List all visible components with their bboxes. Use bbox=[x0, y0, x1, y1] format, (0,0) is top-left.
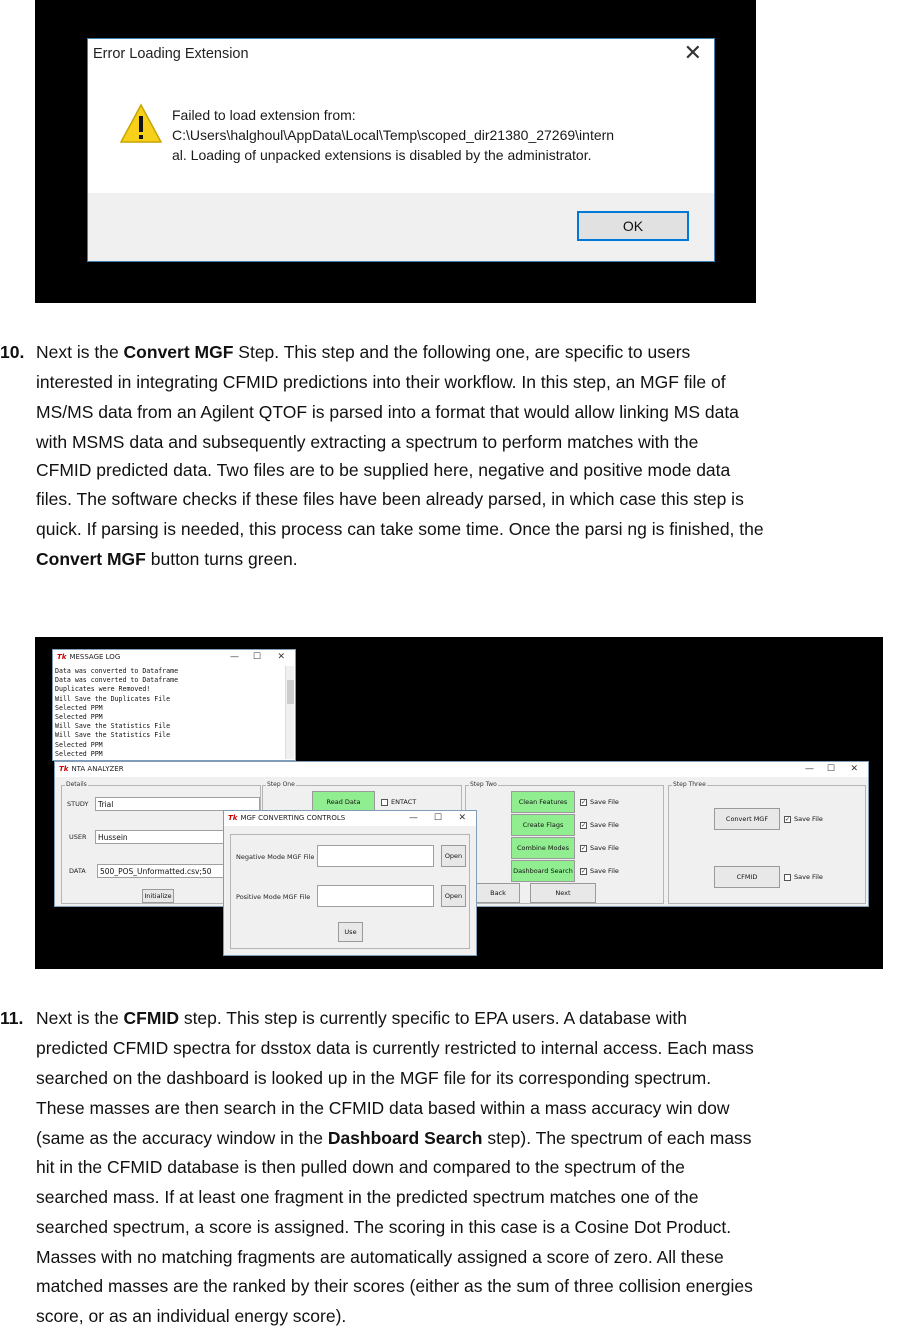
checkbox-box: ✓ bbox=[581, 867, 587, 875]
window-title: NTA ANALYZER bbox=[71, 765, 124, 773]
checkbox-box: ✓ bbox=[581, 798, 587, 806]
minimize-icon[interactable]: — bbox=[805, 764, 814, 774]
group-label: Step Two bbox=[470, 781, 497, 788]
mgf-controls-group bbox=[230, 834, 470, 949]
text-line: Convert MGF button turns green. bbox=[36, 549, 298, 569]
convert-mgf-button[interactable]: Convert MGF bbox=[714, 808, 780, 830]
text-line: Next is the Convert MGF Step. This step and the following one, are specific to users bbox=[36, 342, 691, 362]
list-number: 10. bbox=[0, 342, 25, 362]
paragraph-11 bbox=[0, 1003, 898, 1330]
window-title: MGF CONVERTING CONTROLS bbox=[240, 814, 346, 822]
text-line: MS/MS data from an Agilent QTOF is parsed into a format that would allow linking MS data bbox=[36, 402, 739, 422]
save-file-checkbox[interactable]: ✓ Save File bbox=[581, 798, 619, 806]
error-dialog bbox=[87, 38, 715, 262]
data-input[interactable]: 500_POS_Unformatted.csv;50 bbox=[97, 864, 260, 878]
text-line: predicted CFMID spectra for dsstox data is currently restricted to internal access. Each mass bbox=[36, 1038, 754, 1058]
text-line: score, or as an individual energy score). bbox=[36, 1306, 347, 1326]
minimize-icon[interactable]: — bbox=[409, 813, 418, 823]
minimize-icon[interactable]: — bbox=[230, 652, 239, 662]
study-label: STUDY bbox=[67, 800, 89, 808]
dialog-message-line: C:\Users\halghoul\AppData\Local\Temp\scoped_dir21380_27269\intern bbox=[172, 127, 615, 143]
dialog-message-line: al. Loading of unpacked extensions is disabled by the administrator. bbox=[172, 147, 592, 163]
text-line: searched spectrum, a score is assigned. The scoring in this case is a Cosine Dot Product. bbox=[36, 1217, 732, 1237]
close-icon[interactable]: ✕ bbox=[683, 40, 702, 65]
close-icon[interactable]: ✕ bbox=[458, 813, 466, 823]
dashboard-search-button[interactable]: Dashboard Search bbox=[511, 860, 575, 882]
user-input[interactable]: Hussein bbox=[95, 830, 260, 844]
text-line: CFMID predicted data. Two files are to be supplied here, negative and positive mode data bbox=[36, 460, 731, 480]
save-file-checkbox[interactable]: ✓ Save File bbox=[581, 844, 619, 852]
scrollbar-thumb[interactable] bbox=[287, 680, 294, 704]
read-data-button[interactable]: Read Data bbox=[312, 791, 375, 813]
entact-checkbox[interactable]: ENTACT bbox=[381, 798, 416, 806]
maximize-icon[interactable]: ☐ bbox=[826, 764, 835, 774]
cfmid-button[interactable]: CFMID bbox=[714, 866, 780, 888]
clean-features-button[interactable]: Clean Features bbox=[511, 791, 575, 813]
data-label: DATA bbox=[69, 867, 86, 875]
group-label: Details bbox=[66, 781, 87, 788]
checkbox-box: ✓ bbox=[581, 844, 587, 852]
text-line: with MSMS data and subsequently extracting a spectrum to perform matches with the bbox=[36, 432, 699, 452]
close-icon[interactable]: ✕ bbox=[850, 764, 858, 774]
create-flags-button[interactable]: Create Flags bbox=[511, 814, 575, 836]
checkbox-box bbox=[784, 874, 791, 881]
maximize-icon[interactable]: ☐ bbox=[433, 813, 442, 823]
checkbox-box bbox=[381, 799, 388, 806]
text-line: Next is the CFMID step. This step is currently specific to EPA users. A database with bbox=[36, 1008, 688, 1028]
checkbox-box: ✓ bbox=[785, 815, 791, 823]
save-file-checkbox[interactable]: ✓ Save File bbox=[785, 815, 823, 823]
use-button[interactable]: Use bbox=[338, 922, 363, 942]
dialog-title: Error Loading Extension bbox=[93, 46, 249, 62]
log-scrollbar[interactable] bbox=[285, 666, 294, 759]
tk-icon: Tk bbox=[59, 765, 69, 773]
checkbox-box: ✓ bbox=[581, 821, 587, 829]
nta-analyzer-screenshot bbox=[35, 637, 883, 969]
group-label: Step Three bbox=[673, 781, 706, 788]
study-input[interactable]: Trial bbox=[95, 797, 260, 811]
text-line: hit in the CFMID database is then pulled down and compared to the spectrum of the bbox=[36, 1157, 685, 1177]
maximize-icon[interactable]: ☐ bbox=[252, 652, 261, 662]
text-line: searched mass. If at least one fragment in the predicted spectrum matches one of the bbox=[36, 1187, 699, 1207]
tk-icon: Tk bbox=[228, 814, 238, 822]
text-line: interested in integrating CFMID predictions into their workflow. In this step, an MGF file of bbox=[36, 372, 726, 392]
open-negative-button[interactable]: Open bbox=[441, 845, 466, 867]
negative-mode-label: Negative Mode MGF File bbox=[236, 853, 315, 861]
dialog-message bbox=[172, 105, 692, 165]
combine-modes-button[interactable]: Combine Modes bbox=[511, 837, 575, 859]
step-three-group bbox=[668, 781, 866, 904]
save-file-checkbox[interactable]: ✓ Save File bbox=[581, 867, 619, 875]
negative-mode-input[interactable] bbox=[317, 845, 434, 867]
text-line: files. The software checks if these files have been already parsed, in which case this step is bbox=[36, 489, 744, 509]
save-file-checkbox[interactable]: ✓ Save File bbox=[581, 821, 619, 829]
log-text-area[interactable]: Data was converted to Dataframe Data was converted to Dataframe Duplicates were Removed! Will Save the Duplicates File Selected PPM Selected PPM Will Save the Statistics File Will Save the Statistics File Selected PPM Selected PPM bbox=[55, 667, 179, 758]
close-icon[interactable]: ✕ bbox=[277, 652, 285, 662]
group-label: Step One bbox=[267, 781, 295, 788]
user-label: USER bbox=[69, 833, 87, 841]
text-line: matched masses are the ranked by their scores (either as the sum of three collision energies bbox=[36, 1276, 753, 1296]
ok-button[interactable]: OK bbox=[577, 211, 689, 241]
tk-icon: Tk bbox=[57, 653, 67, 661]
text-line: (same as the accuracy window in the Dashboard Search step). The spectrum of each mass bbox=[36, 1128, 752, 1148]
error-dialog-screenshot bbox=[35, 0, 756, 303]
window-title: MESSAGE LOG bbox=[69, 653, 121, 661]
back-button[interactable]: Back bbox=[476, 883, 520, 903]
list-number: 11. bbox=[0, 1008, 24, 1028]
open-positive-button[interactable]: Open bbox=[441, 885, 466, 907]
text-line: These masses are then search in the CFMID data based within a mass accuracy win dow bbox=[36, 1098, 730, 1118]
paragraph-10 bbox=[0, 337, 898, 587]
text-line: quick. If parsing is needed, this process can take some time. Once the parsi ng is finished, the bbox=[36, 519, 764, 539]
initialize-button[interactable]: Initialize bbox=[142, 889, 174, 903]
message-log-window bbox=[52, 649, 296, 761]
step-two-group bbox=[465, 781, 664, 904]
positive-mode-label: Positive Mode MGF File bbox=[236, 893, 311, 901]
mgf-converting-window bbox=[223, 810, 477, 956]
text-line: Masses with no matching fragments are automatically assigned a score of zero. All these bbox=[36, 1247, 724, 1267]
window-titlebar bbox=[55, 762, 868, 777]
next-button[interactable]: Next bbox=[530, 883, 596, 903]
positive-mode-input[interactable] bbox=[317, 885, 434, 907]
save-file-checkbox[interactable]: Save File bbox=[784, 873, 823, 881]
dialog-message-line: Failed to load extension from: bbox=[172, 107, 356, 123]
text-line: searched on the dashboard is looked up in the MGF file for its corresponding spectrum. bbox=[36, 1068, 712, 1088]
warning-icon bbox=[120, 103, 162, 145]
dialog-footer bbox=[88, 193, 714, 261]
